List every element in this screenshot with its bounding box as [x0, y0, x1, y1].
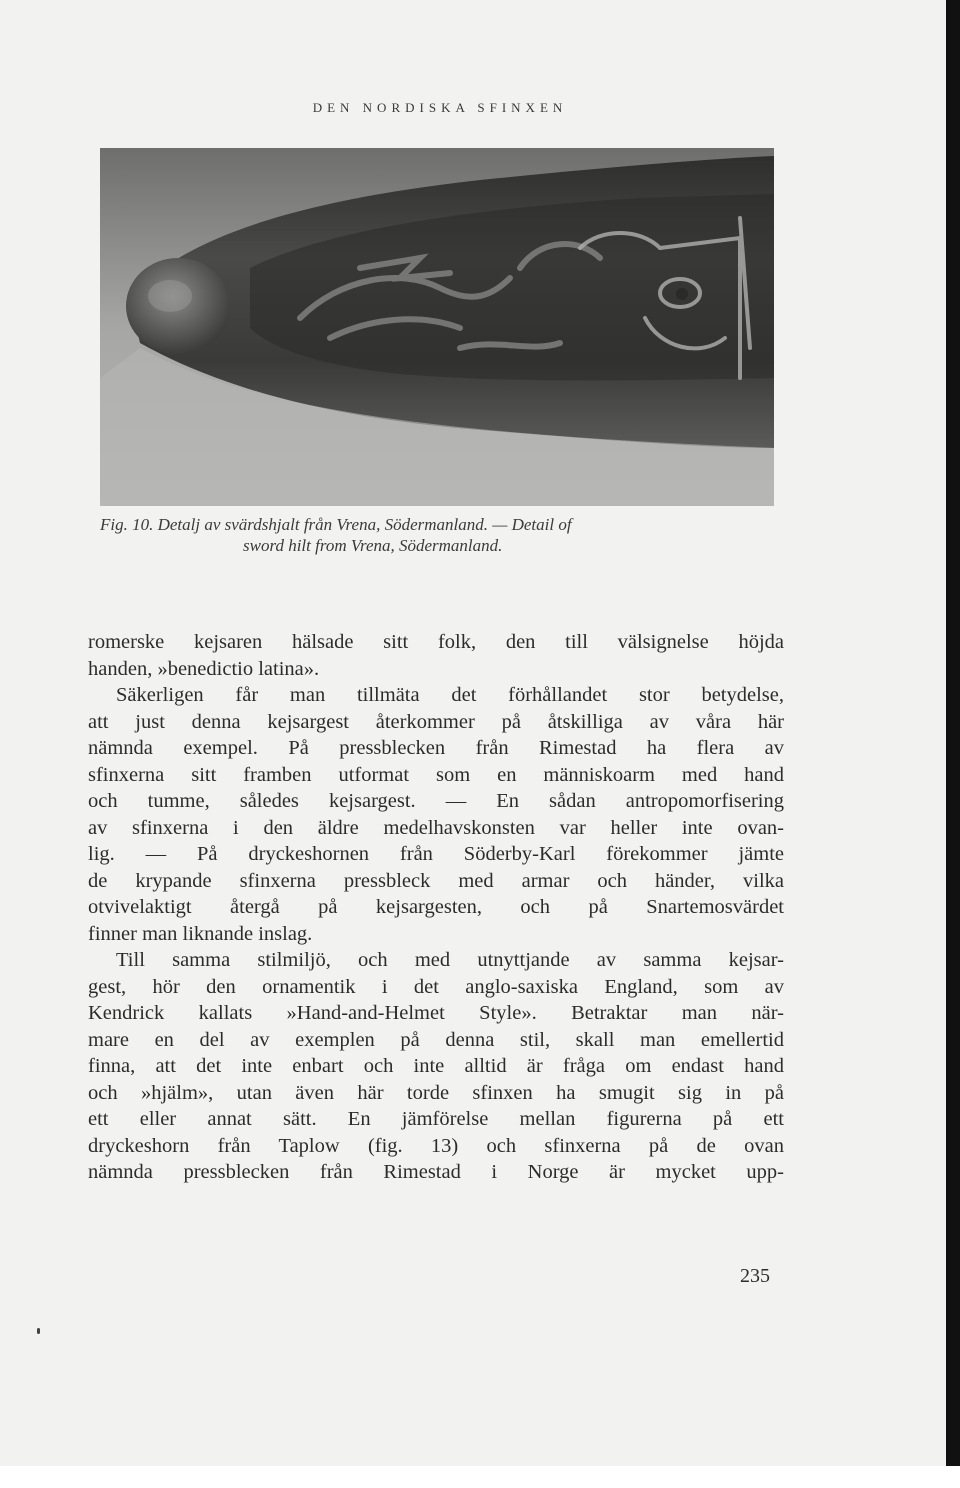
- body-line: mare en del av exemplen på denna stil, skall man emellertid: [88, 1028, 784, 1051]
- body-line: att just denna kejsargest återkommer på åtskilliga av våra här: [88, 710, 784, 733]
- body-line: otvivelaktigt återgå på kejsargesten, och på Snartemosvärdet: [88, 896, 784, 918]
- body-line: Kendrick kallats »Hand-and-Helmet Style». Betraktar man när-: [88, 1002, 784, 1024]
- body-line: lig. — På dryckeshornen från Söderby-Karl förekommer jämte: [88, 843, 784, 865]
- body-line: och tumme, således kejsargest. — En sådan antropomorfisering: [88, 790, 784, 812]
- scan-edge-right: [946, 0, 960, 1488]
- sword-hilt-illustration: [100, 148, 774, 506]
- caption-line-1: Fig. 10. Detalj av svärdshjalt från Vrena, Södermanland. — Detail of: [100, 515, 572, 534]
- caption-line-2: sword hilt from Vrena, Södermanland.: [243, 536, 503, 555]
- body-line: Säkerligen får man tillmäta det förhållandet stor betydelse,: [116, 684, 784, 706]
- body-line: de krypande sfinxerna pressbleck med armar och händer, vilka: [88, 869, 784, 892]
- body-line: handen, »benedictio latina».: [88, 657, 320, 680]
- running-head: DEN NORDISKA SFINXEN: [312, 100, 568, 115]
- body-text: [88, 629, 784, 1186]
- body-line: ett eller annat sätt. En jämförelse mellan figurerna på ett: [88, 1108, 784, 1130]
- body-line: Till samma stilmiljö, och med utnyttjande av samma kejsar-: [116, 949, 784, 971]
- scan-edge-bottom: [0, 1466, 960, 1488]
- body-line: romerske kejsaren hälsade sitt folk, den till välsignelse höjda: [88, 631, 784, 653]
- page-number: 235: [740, 1265, 770, 1287]
- scan-speck: [37, 1328, 40, 1334]
- body-line: dryckeshorn från Taplow (fig. 13) och sfinxerna på de ovan: [88, 1134, 784, 1157]
- sword-hilt-photo: [100, 148, 774, 506]
- figure-caption: [100, 514, 790, 556]
- body-line: gest, hör den ornamentik i det anglo-saxiska England, som av: [88, 975, 784, 998]
- body-line: och »hjälm», utan även här torde sfinxen ha smugit sig in på: [88, 1081, 784, 1104]
- body-line: nämnda exempel. På pressblecken från Rimestad ha flera av: [88, 737, 784, 759]
- body-line: sfinxerna sitt framben utformat som en människoarm med hand: [88, 763, 784, 786]
- body-line: av sfinxerna i den äldre medelhavskonsten var heller inte ovan-: [88, 816, 784, 839]
- body-line: finna, att det inte enbart och inte alltid är fråga om endast hand: [88, 1055, 784, 1077]
- body-line: nämnda pressblecken från Rimestad i Norge är mycket upp-: [88, 1161, 784, 1183]
- body-line: finner man liknande inslag.: [88, 922, 313, 945]
